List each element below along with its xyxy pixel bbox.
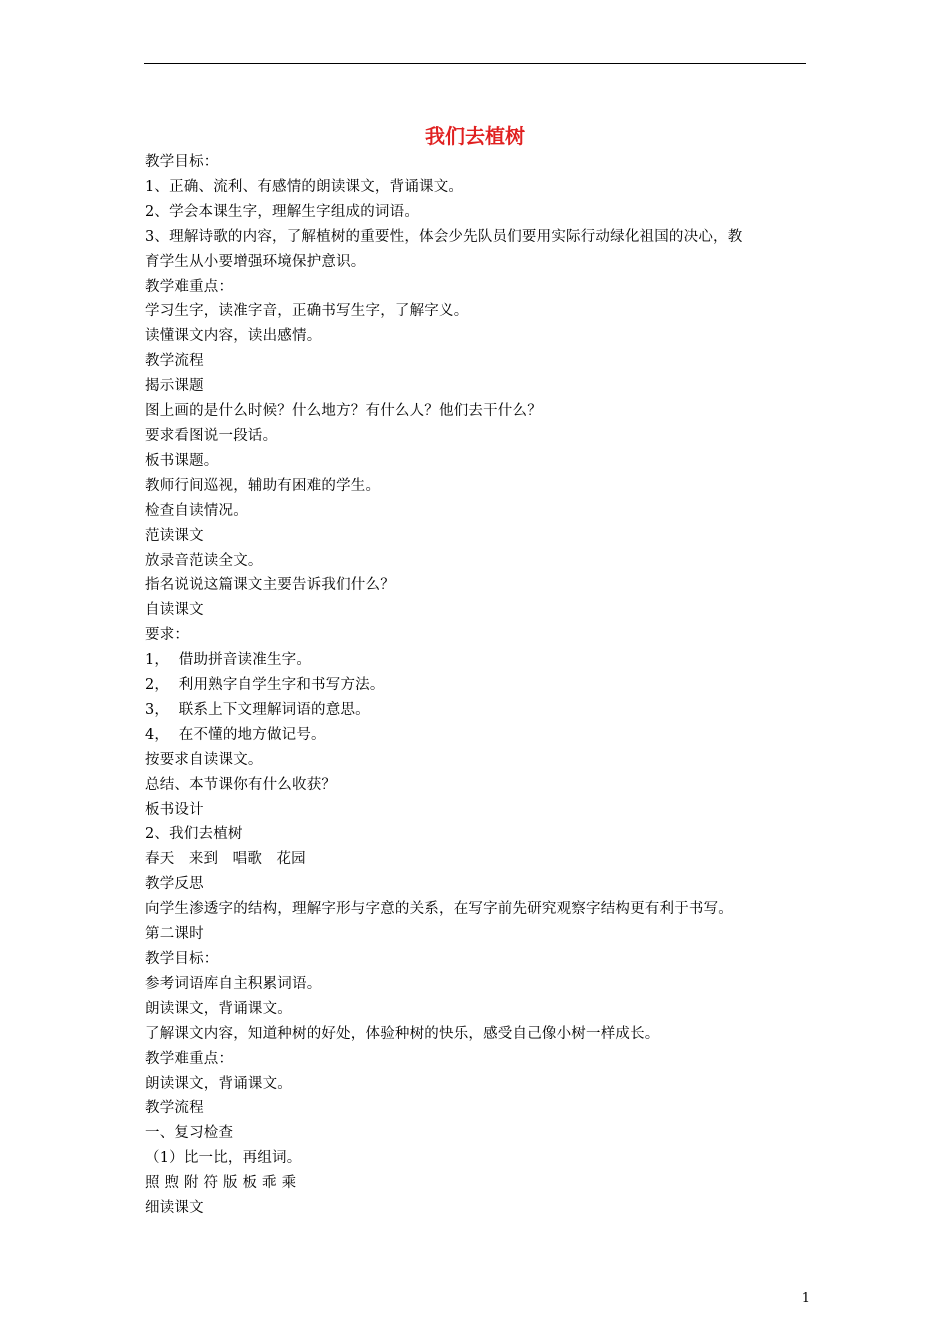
body-line: 自读课文 bbox=[145, 602, 204, 619]
body-line: 总结、本节课你有什么收获？ bbox=[145, 776, 337, 793]
body-line: 3， 联系上下文理解词语的意思。 bbox=[145, 701, 370, 718]
body-line: 一、复习检查 bbox=[145, 1125, 234, 1142]
body-line: 朗读课文，背诵课文。 bbox=[145, 1000, 292, 1017]
body-line: 学习生字，读准字音，正确书写生字，了解字义。 bbox=[145, 303, 469, 320]
body-line: 板书课题。 bbox=[145, 452, 219, 469]
body-line: 指名说说这篇课文主要告诉我们什么？ bbox=[145, 577, 395, 594]
body-line: 检查自读情况。 bbox=[145, 502, 248, 519]
page-number: 1 bbox=[801, 1291, 810, 1306]
body-line: 教学目标： bbox=[145, 154, 219, 170]
body-line: 教学反思 bbox=[145, 876, 204, 893]
body-line: 揭示课题 bbox=[145, 378, 204, 395]
body-line: 要求： bbox=[145, 627, 190, 644]
body-line: 要求看图说一段话。 bbox=[145, 427, 278, 444]
body-line: 1、正确、流利、有感情的朗读课文，背诵课文。 bbox=[145, 178, 464, 195]
body-line: 朗读课文，背诵课文。 bbox=[145, 1075, 292, 1092]
body-line: 图上画的是什么时候？什么地方？有什么人？他们去干什么？ bbox=[145, 403, 542, 420]
body-line: 教学流程 bbox=[145, 353, 204, 370]
body-line: 放录音范读全文。 bbox=[145, 552, 263, 569]
body-line: 照 煦 附 符 版 板 乖 乘 bbox=[145, 1175, 297, 1192]
body-line: （1）比一比，再组词。 bbox=[145, 1150, 302, 1167]
body-line: 2、学会本课生字，理解生字组成的词语。 bbox=[145, 203, 420, 220]
body-line: 1， 借助拼音读准生字。 bbox=[145, 652, 312, 669]
body-line: 细读课文 bbox=[145, 1200, 204, 1217]
body-line: 教学目标： bbox=[145, 951, 219, 967]
header-rule bbox=[144, 63, 806, 64]
body-line: 了解课文内容，知道种树的好处，体验种树的快乐，感受自己像小树一样成长。 bbox=[145, 1025, 660, 1042]
body-line: 2、我们去植树 bbox=[145, 826, 243, 843]
body-line: 教学流程 bbox=[145, 1100, 204, 1117]
body-line: 板书设计 bbox=[145, 801, 204, 818]
body-line: 范读课文 bbox=[145, 527, 204, 544]
body-line: 2， 利用熟字自学生字和书写方法。 bbox=[145, 677, 385, 694]
body-line: 按要求自读课文。 bbox=[145, 751, 263, 768]
body-line: 读懂课文内容，读出感情。 bbox=[145, 328, 322, 345]
document-title: 我们去植树 bbox=[425, 124, 525, 148]
body-line: 育学生从小要增强环境保护意识。 bbox=[145, 253, 366, 270]
body-line: 3、理解诗歌的内容，了解植树的重要性，体会少先队员们要用实际行动绿化祖国的决心，教 bbox=[145, 228, 743, 245]
body-line: 教学难重点： bbox=[145, 1050, 234, 1067]
body-line: 参考词语库自主积累词语。 bbox=[145, 975, 322, 992]
body-line: 第二课时 bbox=[145, 926, 204, 943]
body-line: 向学生渗透字的结构，理解字形与字意的关系，在写字前先研究观察字结构更有利于书写。 bbox=[145, 901, 733, 918]
body-line: 春天 来到 唱歌 花园 bbox=[145, 851, 306, 868]
body-line: 教师行间巡视，辅助有困难的学生。 bbox=[145, 477, 381, 494]
body-line: 教学难重点： bbox=[145, 278, 234, 295]
document-body bbox=[145, 150, 810, 1221]
body-line: 4， 在不懂的地方做记号。 bbox=[145, 726, 326, 743]
